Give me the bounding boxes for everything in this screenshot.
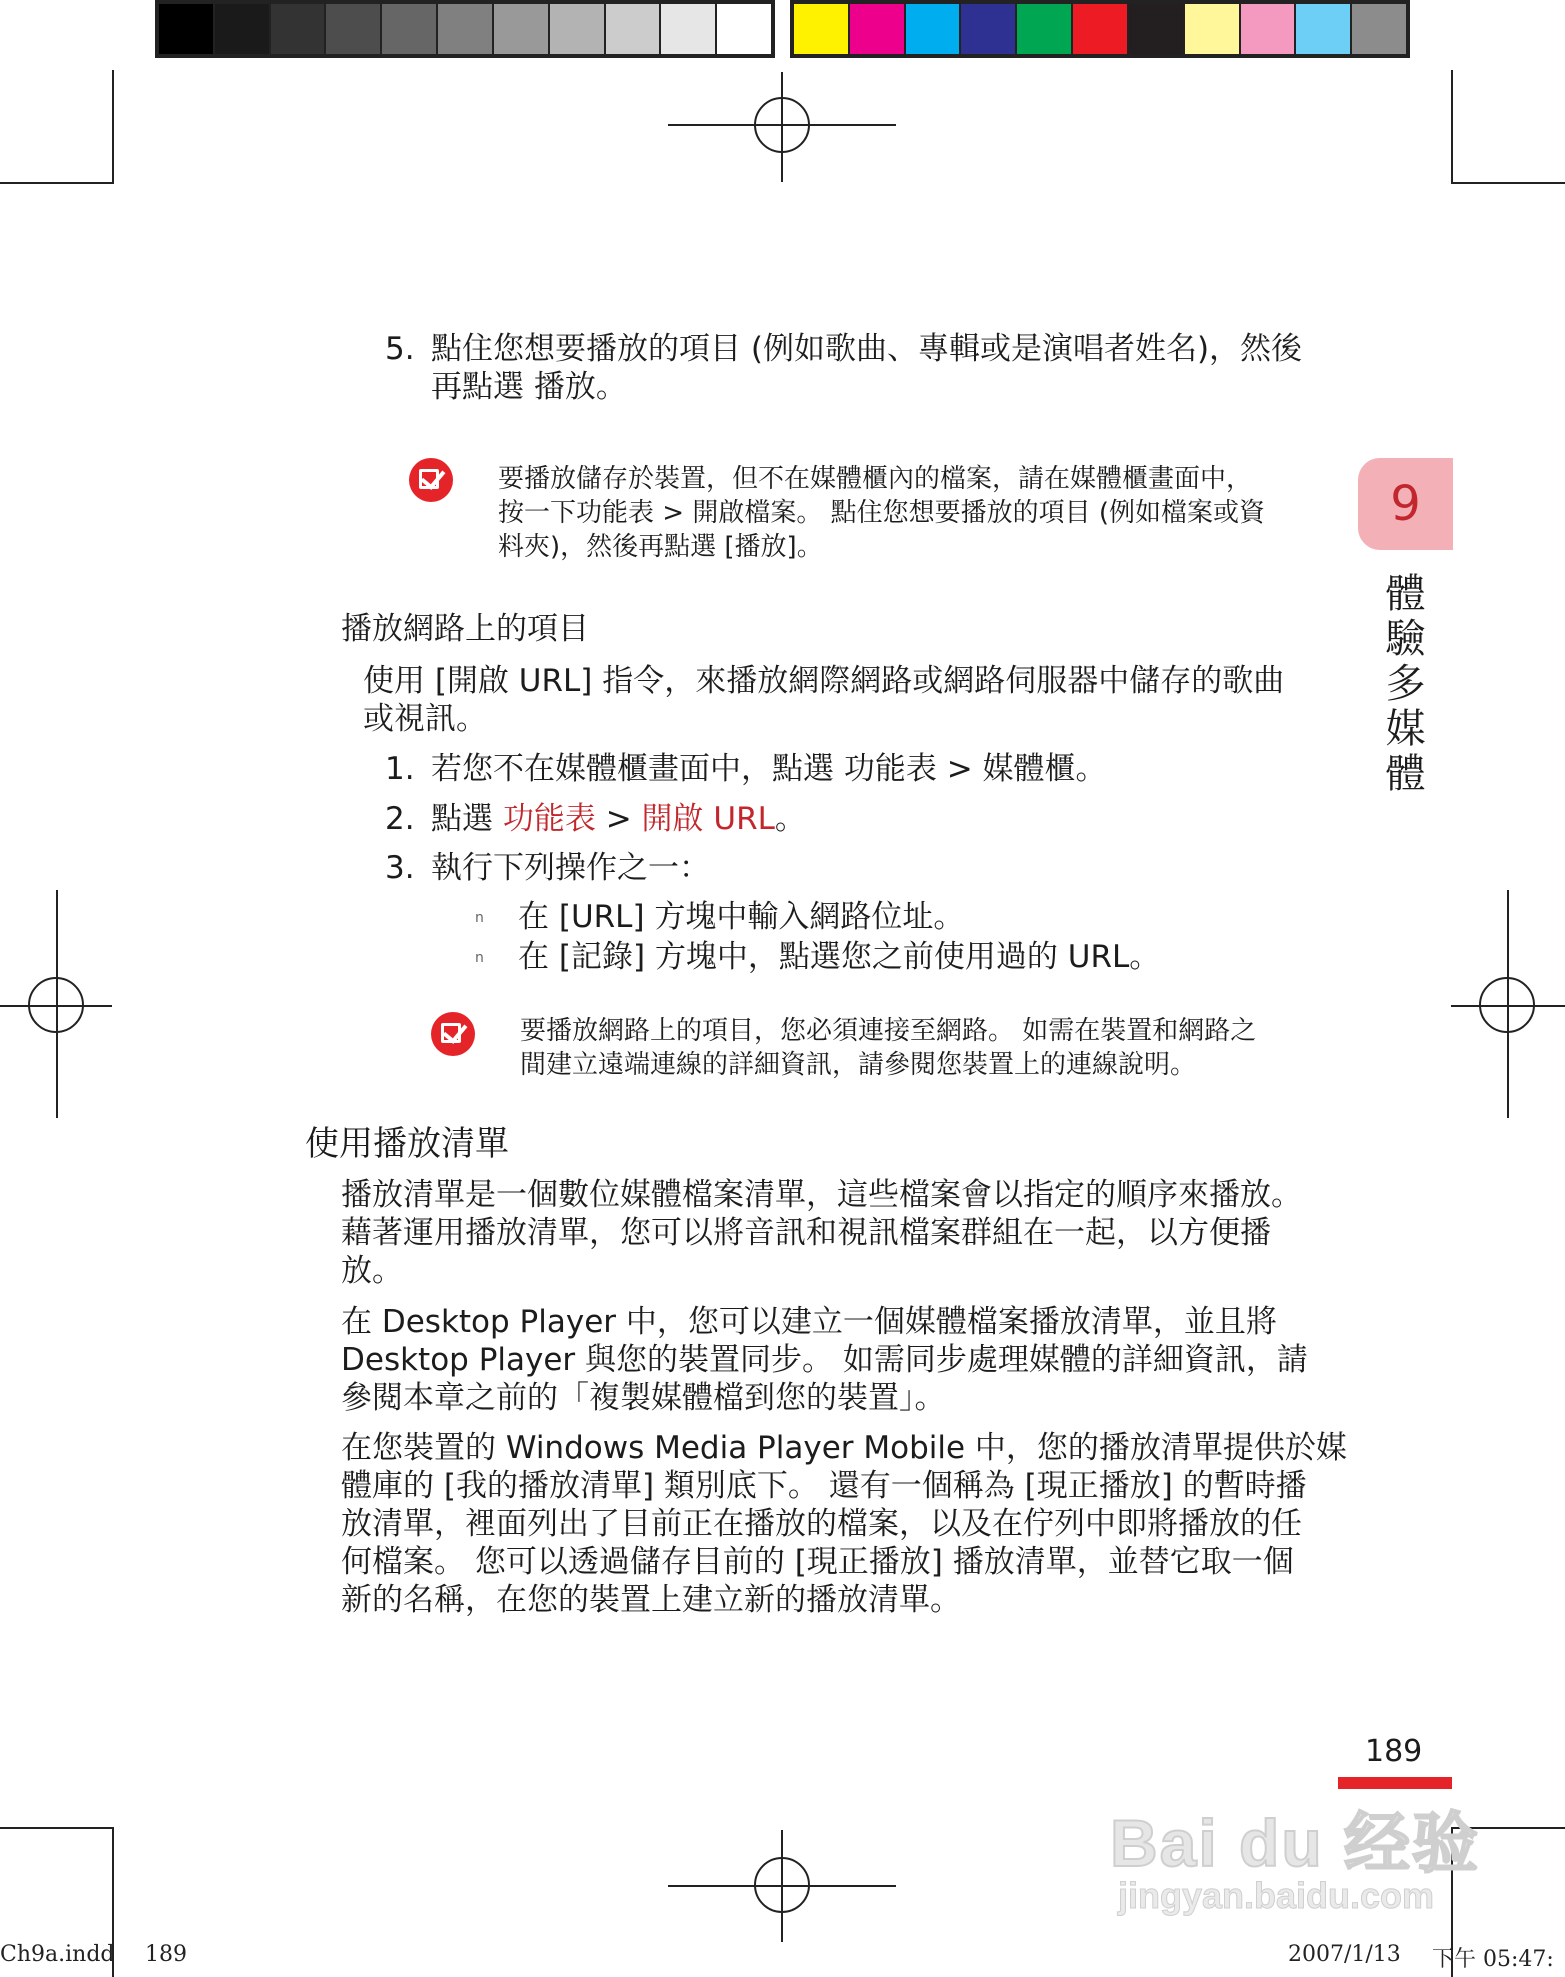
paragraph-line: 播放清單是一個數位媒體檔案清單，這些檔案會以指定的順序來播放。 [341, 1177, 1302, 1213]
swatch [1296, 4, 1352, 54]
paragraph-line: 放。 [341, 1253, 403, 1289]
step-text: 若您不在媒體櫃畫面中，點選 功能表 > 媒體櫃。 [431, 751, 1107, 787]
swatch [1185, 4, 1241, 54]
footer-time: 下午 05:47: [1432, 1947, 1554, 1972]
chapter-title [1383, 572, 1428, 797]
swatch [159, 4, 215, 54]
crop-mark [112, 70, 114, 182]
registration-mark [1479, 977, 1535, 1033]
swatch [215, 4, 271, 54]
step-text: 再點選 播放。 [431, 369, 627, 405]
crop-mark [0, 1827, 114, 1829]
paragraph-line: 藉著運用播放清單，您可以將音訊和視訊檔案群組在一起，以方便播 [341, 1215, 1271, 1251]
swatch [961, 4, 1017, 54]
swatch [326, 4, 382, 54]
note-text: 料夾)，然後再點選 [播放]。 [498, 532, 823, 562]
section-heading: 播放網路上的項目 [341, 611, 589, 647]
paragraph-line: 放清單，裡面列出了目前正在播放的檔案，以及在佇列中即將播放的任 [341, 1506, 1302, 1542]
swatch [850, 4, 906, 54]
paragraph-line: 在您裝置的 Windows Media Player Mobile 中，您的播放清單提供於媒 [341, 1430, 1347, 1466]
section-heading: 使用播放清單 [305, 1124, 509, 1164]
swatch [661, 4, 717, 54]
step-number: 3. [385, 850, 415, 886]
chapter-tab: 9 [1358, 458, 1453, 550]
note-check-icon [409, 458, 453, 502]
paragraph-line: 體庫的 [我的播放清單] 類別底下。 還有一個稱為 [現正播放] 的暫時播 [341, 1468, 1307, 1504]
bullet-text: 在 [URL] 方塊中輸入網路位址。 [518, 899, 965, 935]
paragraph-line: 何檔案。 您可以透過儲存目前的 [現正播放] 播放清單，並替它取一個 [341, 1544, 1294, 1580]
baidu-watermark: Bai du 经验 [1110, 1806, 1481, 1880]
swatch [606, 4, 662, 54]
swatch [1352, 4, 1406, 54]
baidu-watermark-url: jingyan.baidu.com [1118, 1875, 1435, 1916]
page-number-bar [1338, 1777, 1452, 1789]
swatch [271, 4, 327, 54]
registration-mark [754, 1857, 810, 1913]
swatch [717, 4, 771, 54]
menu-link[interactable]: 功能表 [502, 801, 596, 837]
swatch [1241, 4, 1297, 54]
registration-mark [28, 977, 84, 1033]
page-number: 189 [1365, 1734, 1423, 1769]
note-text: 要播放儲存於裝置，但不在媒體櫃內的檔案，請在媒體櫃畫面中， [498, 464, 1253, 494]
step-text-prefix: 點選 [431, 801, 503, 837]
chapter-title-char: 驗 [1385, 616, 1426, 662]
footer-page: 189 [145, 1942, 187, 1967]
note-text: 要播放網路上的項目，您必須連接至網路。 如需在裝置和網路之 [520, 1016, 1257, 1046]
open-url-link[interactable]: 開啟 URL [641, 801, 775, 837]
paragraph-line: 使用 [開啟 URL] 指令，來播放網際網路或網路伺服器中儲存的歌曲 [363, 663, 1285, 699]
chapter-title-char: 體 [1385, 751, 1426, 797]
step-text: 點住您想要播放的項目 (例如歌曲、專輯或是演唱者姓名)，然後 [431, 331, 1303, 367]
step-text-separator: > [595, 801, 642, 837]
paragraph-line: 在 Desktop Player 中，您可以建立一個媒體檔案播放清單，並且將 [341, 1304, 1277, 1340]
swatch [1129, 4, 1185, 54]
swatch [382, 4, 438, 54]
paragraph-line: 新的名稱，在您的裝置上建立新的播放清單。 [341, 1582, 961, 1618]
paragraph-line: 或視訊。 [363, 701, 487, 737]
paragraph-line: 參閱本章之前的「複製媒體檔到您的裝置」。 [341, 1380, 946, 1416]
swatch [494, 4, 550, 54]
step-text-suffix: 。 [774, 801, 806, 837]
chapter-title-char: 多 [1385, 661, 1426, 707]
swatch [906, 4, 962, 54]
swatch [794, 4, 850, 54]
crop-mark [1451, 182, 1565, 184]
chapter-title-char: 媒 [1385, 706, 1426, 752]
crop-mark [0, 182, 114, 184]
grayscale-color-bar [155, 0, 775, 58]
step-text: 執行下列操作之一： [431, 850, 710, 886]
note-text: 間建立遠端連線的詳細資訊，請參閱您裝置上的連線說明。 [520, 1050, 1197, 1080]
step-text [431, 800, 806, 838]
cmyk-color-bar [790, 0, 1410, 58]
footer-date: 2007/1/13 [1288, 1942, 1401, 1967]
step-number: 1. [385, 751, 415, 787]
swatch [1017, 4, 1073, 54]
note-check-icon [431, 1012, 475, 1056]
swatch [1073, 4, 1129, 54]
chapter-title-char: 體 [1385, 571, 1426, 617]
registration-mark [754, 97, 810, 153]
note-text: 按一下功能表 > 開啟檔案。 點住您想要播放的項目 (例如檔案或資 [498, 498, 1265, 528]
step-number: 2. [385, 801, 415, 837]
footer-file: Ch9a.indd [0, 1942, 115, 1967]
step-number: 5. [385, 331, 415, 367]
swatch [438, 4, 494, 54]
bullet-mark: n [475, 950, 484, 966]
bullet-text: 在 [記錄] 方塊中，點選您之前使用過的 URL。 [518, 939, 1161, 975]
paragraph-line: Desktop Player 與您的裝置同步。 如需同步處理媒體的詳細資訊，請 [341, 1342, 1308, 1378]
bullet-mark: n [475, 910, 484, 926]
crop-mark [1451, 70, 1453, 182]
swatch [550, 4, 606, 54]
